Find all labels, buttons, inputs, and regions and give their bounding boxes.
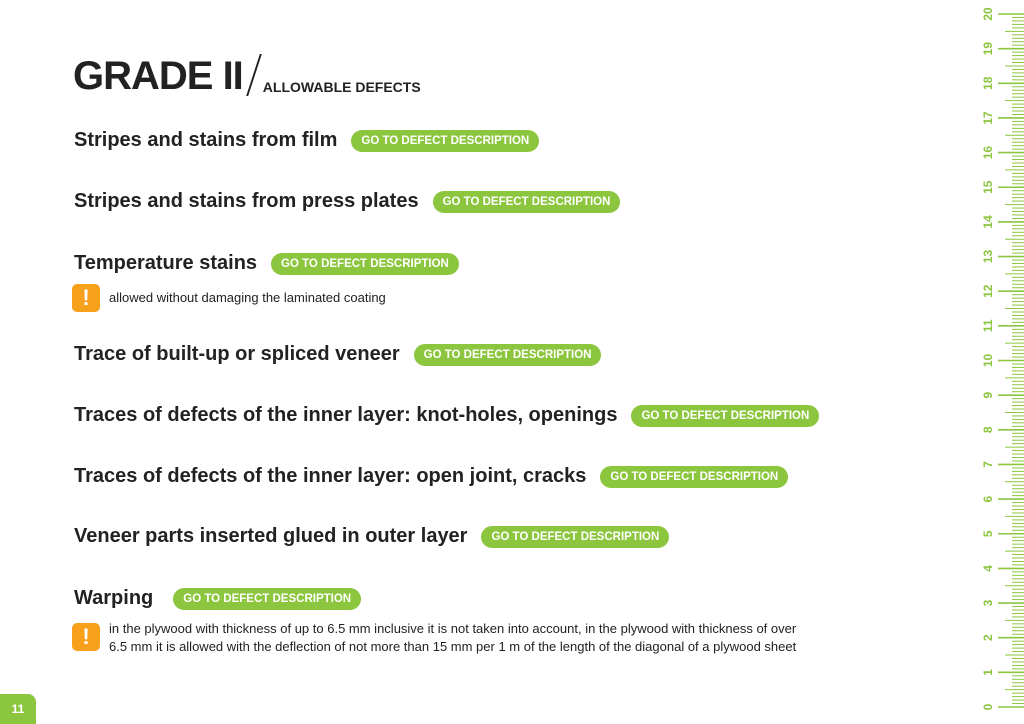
defect-note xyxy=(72,284,386,312)
ruler-label: 5 xyxy=(981,530,995,538)
page-number: 11 xyxy=(0,694,36,724)
exclamation-warning-icon: ! xyxy=(72,284,100,312)
page-title xyxy=(73,54,421,96)
go-to-defect-description-button[interactable]: GO TO DEFECT DESCRIPTION xyxy=(481,526,669,548)
ruler-label: 6 xyxy=(981,495,995,503)
allowable-defects-subtitle: ALLOWABLE DEFECTS xyxy=(262,79,421,95)
ruler-label: 3 xyxy=(981,599,995,607)
ruler-label: 8 xyxy=(981,426,995,434)
defect-name: Traces of defects of the inner layer: knot-holes, openings xyxy=(74,404,618,426)
go-to-defect-description-button[interactable]: GO TO DEFECT DESCRIPTION xyxy=(433,191,621,213)
ruler-label: 10 xyxy=(981,353,995,368)
ruler-label: 9 xyxy=(981,391,995,399)
go-to-defect-description-button[interactable]: GO TO DEFECT DESCRIPTION xyxy=(351,130,539,152)
defect-item xyxy=(74,465,788,488)
defect-note xyxy=(72,620,796,655)
ruler-label: 17 xyxy=(981,111,995,125)
note-text xyxy=(109,620,796,655)
exclamation-warning-icon: ! xyxy=(72,623,100,651)
go-to-defect-description-button[interactable]: GO TO DEFECT DESCRIPTION xyxy=(600,466,788,488)
defect-name: Veneer parts inserted glued in outer layer xyxy=(74,525,468,547)
go-to-defect-description-button[interactable]: GO TO DEFECT DESCRIPTION xyxy=(414,344,602,366)
note-line: 6.5 mm it is allowed with the deflection of not more than 15 mm per 1 m of the length of the diagonal of a plywood sheet xyxy=(109,638,797,654)
note-line: in the plywood with thickness of up to 6.5 mm inclusive it is not taken into account, in the plywood with thickness of over xyxy=(109,621,797,636)
defect-name: Warping xyxy=(74,587,154,609)
ruler-label: 18 xyxy=(981,76,995,90)
ruler-label: 4 xyxy=(981,565,995,572)
defect-name: Trace of built-up or spliced veneer xyxy=(74,343,400,365)
ruler-label: 12 xyxy=(981,284,995,298)
note-text: allowed without damaging the laminated coating xyxy=(109,290,386,305)
defect-item xyxy=(74,525,669,548)
ruler-label: 1 xyxy=(981,669,995,676)
go-to-defect-description-button[interactable]: GO TO DEFECT DESCRIPTION xyxy=(271,253,459,275)
ruler-label: 13 xyxy=(981,249,995,264)
go-to-defect-description-button[interactable]: GO TO DEFECT DESCRIPTION xyxy=(631,405,819,427)
defect-item xyxy=(74,252,459,275)
title-slash xyxy=(246,54,262,96)
grade-heading: GRADE II xyxy=(73,54,243,98)
go-to-defect-description-button[interactable]: GO TO DEFECT DESCRIPTION xyxy=(173,588,361,610)
ruler-label: 7 xyxy=(981,461,995,468)
defect-item xyxy=(74,587,361,610)
defect-name: Temperature stains xyxy=(74,252,258,274)
ruler-label: 2 xyxy=(981,634,995,642)
ruler-scale xyxy=(976,0,1024,724)
ruler-label: 14 xyxy=(981,215,995,229)
defect-item xyxy=(74,404,819,427)
ruler-label: 11 xyxy=(981,319,995,333)
defect-item xyxy=(74,343,601,366)
defect-name: Traces of defects of the inner layer: open joint, cracks xyxy=(74,465,587,487)
defect-name: Stripes and stains from film xyxy=(74,129,338,151)
ruler-label: 15 xyxy=(981,180,995,194)
ruler-label: 19 xyxy=(981,41,995,56)
ruler-label: 16 xyxy=(981,145,995,160)
defect-name: Stripes and stains from press plates xyxy=(74,190,419,212)
defect-item xyxy=(74,129,539,152)
ruler-label: 20 xyxy=(981,7,995,21)
ruler-label: 0 xyxy=(981,703,995,711)
defect-item xyxy=(74,190,620,213)
